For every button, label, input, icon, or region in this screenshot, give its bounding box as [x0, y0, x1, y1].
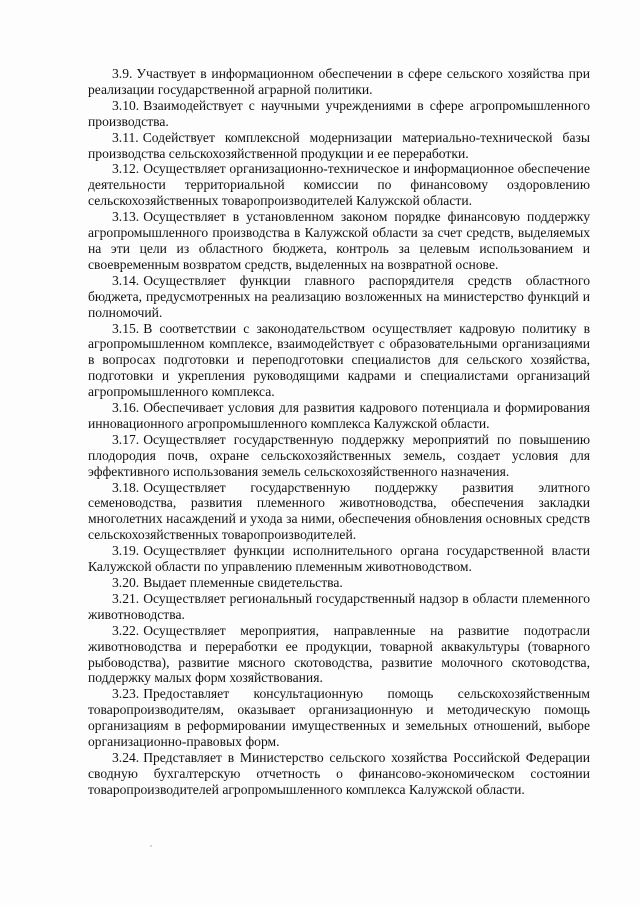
paragraph-number: 3.11.	[112, 129, 139, 145]
paragraph-text: Осуществляет государственную поддержку развития элитного семеноводства, развития племенного животноводства, обеспечения закладки многолетних насаждений и ухода за ними, обеспечения обновления основных средств сельскохозяйственных товаропроизводителей.	[88, 479, 590, 543]
paragraph-number: 3.22.	[112, 622, 140, 638]
paragraph-item	[88, 480, 590, 544]
paragraph-item	[88, 98, 590, 130]
paragraph-number: 3.18.	[112, 479, 140, 495]
paragraph-number: 3.14.	[112, 272, 140, 288]
paragraph-item	[88, 623, 590, 687]
paragraph-number: 3.21.	[112, 590, 140, 606]
paragraph-number: 3.13.	[112, 209, 140, 225]
paragraph-item	[88, 66, 590, 98]
paragraph-text: Осуществляет организационно-техническое и информационное обеспечение деятельности территориальной комиссии по финансовому оздоровлению сельскохозяйственных товаропроизводителей Калужской области.	[88, 161, 590, 209]
paragraph-text: Осуществляет региональный государственный надзор в области племенного животноводства.	[88, 590, 590, 622]
paragraph-text: Взаимодействует с научными учреждениями в сфере агропромышленного производства.	[88, 97, 590, 129]
paragraph-item	[88, 575, 590, 591]
paragraph-item	[88, 750, 590, 798]
paragraph-number: 3.19.	[112, 543, 140, 559]
paragraph-number: 3.9.	[112, 66, 133, 81]
paragraph-text: Содействует комплексной модернизации материально-технической базы производства сельскохозяйственной продукции и ее переработки.	[88, 129, 590, 161]
paragraph-item	[88, 130, 590, 162]
document-body	[88, 66, 590, 798]
paragraph-text: В соответствии с законодательством осуществляет кадровую политику в агропромышленном комплексе, взаимодействует с образовательными организациями в вопросах подготовки и переподготовки специалистов для сельского хозяйства, подготовки и укрепления руководящими кадрами и специалистами организаций агропромышленного комплекса.	[88, 320, 590, 400]
paragraph-number: 3.24.	[112, 749, 140, 765]
scan-dot	[150, 845, 152, 847]
paragraph-text: Осуществляет в установленном законом порядке финансовую поддержку агропромышленного производства в Калужской области за счет средств, выделяемых на эти цели из областного бюджета, контроль за целевым использованием и своевременным возвратом средств, выделенных на возвратной основе.	[88, 209, 590, 272]
paragraph-text: Предоставляет консультационную помощь сельскохозяйственным товаропроизводителям, оказывает организационную и методическую помощь организациям в реформировании имущественных и земельных отношений, выборе организационно-правовых форм.	[88, 686, 590, 750]
paragraph-number: 3.23.	[112, 686, 140, 702]
paragraph-text: Выдает племенные свидетельства.	[143, 575, 343, 590]
paragraph-item	[88, 400, 590, 432]
paragraph-item	[88, 432, 590, 480]
paragraph-item	[88, 686, 590, 750]
paragraph-item	[88, 209, 590, 273]
paragraph-number: 3.16.	[112, 400, 140, 416]
paragraph-text: Представляет в Министерство сельского хозяйства Российской Федерации сводную бухгалтерскую отчетность о финансово-экономическом состоянии товаропроизводителей агропромышленного комплекса Калужской области.	[88, 749, 590, 797]
paragraph-number: 3.17.	[112, 431, 140, 447]
paragraph-number: 3.12.	[112, 161, 140, 177]
paragraph-text: Осуществляет функции исполнительного органа государственной власти Калужской области по управлению племенным животноводством.	[88, 543, 590, 575]
paragraph-text: Осуществляет государственную поддержку мероприятий по повышению плодородия почв, охране сельскохозяйственных земель, создает условия для эффективного использования земель сельскохозяйственного назначения.	[88, 431, 590, 479]
paragraph-number: 3.20.	[112, 575, 140, 590]
paragraph-text: Обеспечивает условия для развития кадрового потенциала и формирования инновационного агропромышленного комплекса Калужской области.	[88, 400, 590, 431]
paragraph-text: Осуществляет функции главного распорядителя средств областного бюджета, предусмотренных на реализацию возложенных на министерство функций и полномочий.	[88, 272, 590, 320]
paragraph-item	[88, 321, 590, 401]
paragraph-item	[88, 591, 590, 623]
paragraph-item	[88, 161, 590, 209]
paragraph-number: 3.10.	[112, 97, 140, 113]
paragraph-item	[88, 273, 590, 321]
paragraph-text: Осуществляет мероприятия, направленные на развитие подотрасли животноводства и переработки ее продукции, товарной аквакультуры (товарного рыбоводства), развитие мясного скотоводства, развитие молочного скотоводства, поддержку малых форм хозяйствования.	[88, 622, 590, 686]
paragraph-item	[88, 543, 590, 575]
paragraph-number: 3.15.	[112, 320, 140, 336]
paragraph-text: Участвует в информационном обеспечении в сфере сельского хозяйства при реализации государственной аграрной политики.	[88, 66, 590, 97]
